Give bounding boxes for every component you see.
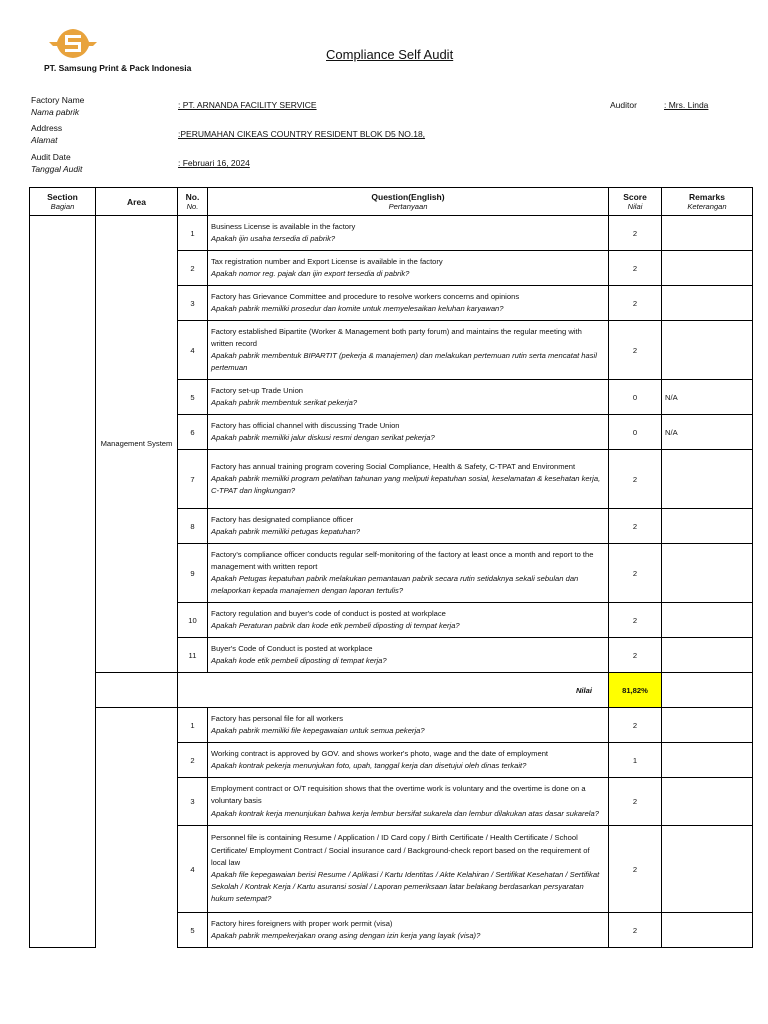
- remarks-cell: [662, 743, 753, 778]
- row-number: 5: [178, 913, 208, 948]
- row-number: 10: [178, 603, 208, 638]
- nilai-row: [30, 673, 753, 708]
- score-cell: 2: [609, 216, 662, 251]
- question-id: Apakah kontrak kerja menunjukan bahwa kerja lembur bersifat sukarela dan lembur dilakukan atas dasar sukarela?: [211, 808, 599, 818]
- col-area: Area: [96, 188, 178, 216]
- score-cell: 0: [609, 380, 662, 415]
- row-number: 6: [178, 415, 208, 450]
- remarks-cell: [662, 251, 753, 286]
- remarks-cell: [662, 450, 753, 509]
- col-no: No. No.: [178, 188, 208, 216]
- question-en: Buyer's Code of Conduct is posted at workplace: [211, 643, 373, 653]
- table-header: [30, 188, 753, 216]
- score-cell: 2: [609, 603, 662, 638]
- question-en: Factory has personal file for all workers: [211, 713, 344, 723]
- question-cell: [208, 544, 609, 603]
- score-cell: 1: [609, 743, 662, 778]
- question-en: Working contract is approved by GOV. and shows worker's photo, wage and the date of employment: [211, 748, 549, 758]
- question-en: Factory set-up Trade Union: [211, 385, 304, 395]
- page-title: Compliance Self Audit: [326, 47, 454, 62]
- address-label: Address Alamat: [31, 123, 63, 145]
- question-cell: [208, 251, 609, 286]
- question-id: Apakah pabrik mempekerjakan orang asing dengan izin kerja yang layak (visa)?: [211, 931, 481, 940]
- remarks-cell: [662, 544, 753, 603]
- remarks-cell: [662, 913, 753, 948]
- nilai-blank: [96, 673, 178, 708]
- score-cell: 2: [609, 544, 662, 603]
- row-number: 4: [178, 321, 208, 380]
- remarks-cell: [662, 826, 753, 913]
- audit-date-label: Audit Date Tanggal Audit: [31, 152, 83, 174]
- score-cell: 2: [609, 826, 662, 913]
- factory-name-label: Factory Name Nama pabrik: [31, 95, 85, 117]
- row-number: 1: [178, 216, 208, 251]
- score-cell: 2: [609, 638, 662, 673]
- question-en: Factory has annual training program covering Social Compliance, Health & Safety, C-TPAT and Environment: [211, 461, 576, 471]
- question-id: Apakah pabrik memiliki prosedur dan komite untuk memyelesaikan keluhan karyawan?: [211, 304, 504, 313]
- question-en: Employment contract or O/T requisition shows that the overtime work is voluntary and the overtime is done on a voluntary basis: [211, 784, 586, 806]
- question-id: Apakah nomor reg. pajak dan ijin export tersedia di pabrik?: [211, 269, 410, 278]
- area-personnel-file: [96, 708, 178, 948]
- question-en: Personnel file is containing Resume / Application / ID Card copy / Birth Certificate / Health Certificate / School Certificate/ Employment Contract / Social insurance card / Background-check report based on the requirement of local law: [211, 833, 590, 867]
- question-id: Apakah kode etik pembeli diposting di tempat kerja?: [211, 656, 387, 665]
- company-name: PT. Samsung Print & Pack Indonesia: [44, 63, 192, 73]
- question-cell: [208, 286, 609, 321]
- question-cell: [208, 509, 609, 544]
- question-id: Apakah pabrik membentuk serikat pekerja?: [211, 398, 358, 407]
- question-cell: [208, 826, 609, 913]
- row-number: 11: [178, 638, 208, 673]
- nilai-remarks: [662, 673, 753, 708]
- question-id: Apakah pabrik membentuk BIPARTIT (pekerja & manajemen) dan melakukan pertemuan rutin serta mencatat hasil pertemuan: [211, 351, 597, 373]
- row-number: 7: [178, 450, 208, 509]
- row-number: 2: [178, 743, 208, 778]
- audit-date-value: : Februari 16, 2024: [178, 158, 250, 168]
- question-id: Apakah pabrik memiliki file kepegawaian untuk semua pekerja?: [211, 726, 425, 735]
- remarks-cell: [662, 509, 753, 544]
- question-en: Tax registration number and Export License is available in the factory: [211, 256, 443, 266]
- score-cell: 2: [609, 509, 662, 544]
- row-number: 8: [178, 509, 208, 544]
- table-row: [30, 708, 753, 743]
- question-cell: [208, 321, 609, 380]
- question-cell: [208, 708, 609, 743]
- auditor-label: Auditor: [610, 100, 637, 110]
- row-number: 4: [178, 826, 208, 913]
- remarks-cell: N/A: [662, 380, 753, 415]
- row-number: 3: [178, 286, 208, 321]
- question-id: Apakah kontrak pekerja menunjukan foto, upah, tanggal kerja dan disetujui oleh dinas terkait?: [211, 761, 527, 770]
- row-number: 3: [178, 778, 208, 826]
- row-number: 9: [178, 544, 208, 603]
- remarks-cell: [662, 638, 753, 673]
- remarks-cell: [662, 321, 753, 380]
- score-cell: 2: [609, 450, 662, 509]
- nilai-value: 81,82%: [609, 673, 662, 708]
- nilai-label: Nilai: [178, 673, 609, 708]
- score-cell: 2: [609, 251, 662, 286]
- table-row: [30, 216, 753, 251]
- question-en: Factory hires foreigners with proper work permit (visa): [211, 918, 393, 928]
- question-id: Apakah pabrik memiliki jalur diskusi resmi dengan serikat pekerja?: [211, 433, 435, 442]
- question-en: Factory has Grievance Committee and procedure to resolve workers concerns and opinions: [211, 291, 520, 301]
- remarks-cell: [662, 216, 753, 251]
- col-remarks: Remarks Keterangan: [662, 188, 753, 216]
- question-id: Apakah pabrik memiliki petugas kepatuhan?: [211, 527, 361, 536]
- score-cell: 2: [609, 286, 662, 321]
- question-en: Factory established Bipartite (Worker & Management both party forum) and maintains the regular meeting with written record: [211, 326, 582, 348]
- company-logo: [47, 26, 99, 60]
- remarks-cell: N/A: [662, 415, 753, 450]
- question-cell: [208, 638, 609, 673]
- row-number: 5: [178, 380, 208, 415]
- row-number: 2: [178, 251, 208, 286]
- remarks-cell: [662, 708, 753, 743]
- question-id: Apakah Petugas kepatuhan pabrik melakukan pemantauan pabrik secara rutin setidaknya sekali sebulan dan melaporkan kepada manajemen dengan laporan tertulis?: [211, 574, 579, 596]
- question-cell: [208, 450, 609, 509]
- question-id: Apakah Peraturan pabrik dan kode etik pembeli diposting di tempat kerja?: [211, 621, 460, 630]
- area-management-system: Management System: [96, 216, 178, 673]
- col-section: Section Bagian: [30, 188, 96, 216]
- question-cell: [208, 743, 609, 778]
- question-cell: [208, 913, 609, 948]
- question-en: Factory regulation and buyer's code of conduct is posted at workplace: [211, 608, 446, 618]
- audit-table: [29, 187, 753, 948]
- remarks-cell: [662, 603, 753, 638]
- score-cell: 2: [609, 708, 662, 743]
- question-en: Factory has official channel with discussing Trade Union: [211, 420, 400, 430]
- score-cell: 2: [609, 778, 662, 826]
- question-id: Apakah pabrik memiliki program pelatihan tahunan yang meliputi kepatuhan sosial, keselamatan & kesehatan kerja, C-TPAT dan lingkungan?: [211, 473, 601, 496]
- question-cell: [208, 380, 609, 415]
- section-cell: [30, 216, 96, 948]
- col-question: Question(English) Pertanyaan: [208, 188, 609, 216]
- score-cell: 2: [609, 913, 662, 948]
- remarks-cell: [662, 286, 753, 321]
- auditor-value: : Mrs. Linda: [664, 100, 709, 110]
- address-value: :PERUMAHAN CIKEAS COUNTRY RESIDENT BLOK D5 NO.18,: [178, 129, 426, 139]
- col-score: Score Nilai: [609, 188, 662, 216]
- question-en: Factory has designated compliance officer: [211, 514, 354, 524]
- question-cell: Business License is available in the factory Apakah ijin usaha tersedia di pabrik?: [208, 216, 609, 251]
- question-cell: [208, 415, 609, 450]
- question-cell: [208, 603, 609, 638]
- question-id: Apakah file kepegawaian berisi Resume / Aplikasi / Kartu Identitas / Akte Kelahiran / Sertifikat Kesehatan / Sertifikat Sekolah / Kontrak Kerja / Kartu asuransi sosial / Laporan pemeriksaan latar belakang berdasarkan persyaratan hukum setempat?: [211, 870, 600, 904]
- question-cell: [208, 778, 609, 826]
- score-cell: 2: [609, 321, 662, 380]
- row-number: 1: [178, 708, 208, 743]
- remarks-cell: [662, 778, 753, 826]
- factory-name-value: : PT. ARNANDA FACILITY SERVICE: [178, 100, 317, 110]
- question-en: Factory's compliance officer conducts regular self-monitoring of the factory at least once a month and report to the management with written report: [211, 549, 594, 571]
- score-cell: 0: [609, 415, 662, 450]
